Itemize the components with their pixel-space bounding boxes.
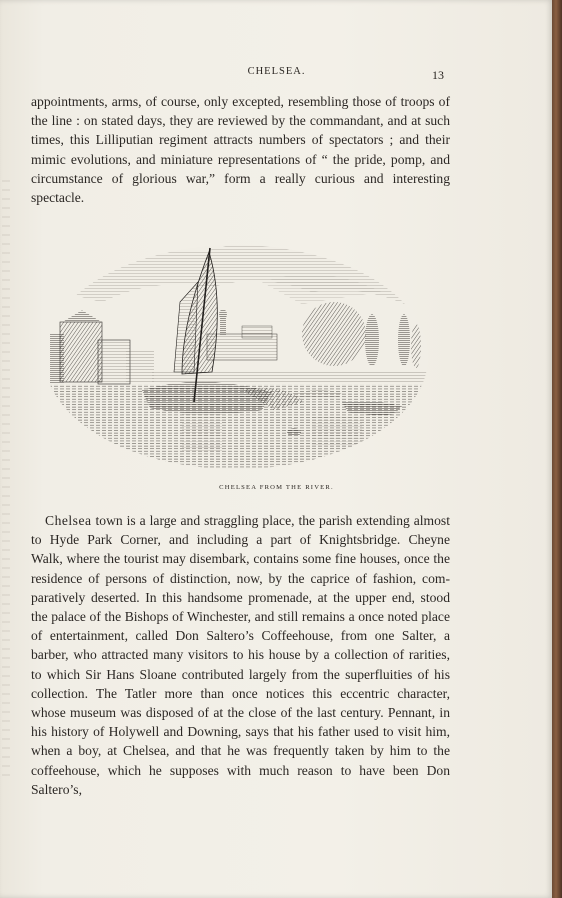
show-through-marks [2,180,10,780]
text-line-first [31,511,450,530]
text-line: barber, who attracted many visitors to his house by a collection of rarities, [31,647,450,663]
text-line: residence of persons of distinction, now, by the caprice of fashion, com- [31,570,450,586]
text-line: appointments, arms, of course, only excepted, resembling those of troops of [31,94,450,109]
text-line: the palace of the Bishops of Winchester, and still remains a once noted place [31,609,450,625]
paragraph-top [31,92,450,207]
text-line: coffeehouse, which he supposes with much reason to have been Don Saltero’s, [31,762,450,797]
lead-word: Chelsea [45,513,92,528]
text-line: mimic evolutions, and miniature representations of “ the pride, pomp, and [31,151,450,167]
text-line: Walk, where the tourist may disembark, contains some fine houses, once the [31,551,450,567]
text-line: spectacle. [31,190,85,206]
text-line: of entertainment, called Don Saltero’s Coffeehouse, from one Salter, a [31,628,450,644]
engraving-illustration [42,222,430,472]
text-line: his history of Holywell and Downing, says that his father used to visit him, [31,724,450,740]
text-line: to Hyde Park Corner, and including a part of Knightsbridge. Cheyne [31,532,450,548]
text-line: to which Sir Hans Sloane contributed largely from the superfluities of his [31,666,450,682]
text-line: the line : on stated days, they are reviewed by the commandant, and at such [31,113,450,129]
text-line: circumstance of glorious war,” form a really curious and interesting [31,170,450,186]
text-line: paratively deserted. In this handsome promenade, at the upper end, stood [31,589,450,605]
paragraph-chelsea [31,511,450,799]
text-line: collection. The Tatler more than once notices this eccentric character, [31,685,450,701]
book-binding-edge [552,0,562,898]
text-line: whose museum was disposed of at the close of the last century. Pennant, in [31,705,450,721]
text-line: times, this Lilliputian regiment attracts numbers of spectators ; and their [31,132,450,148]
running-head: CHELSEA. [247,66,306,77]
text-line: when a boy, at Chelsea, and that he was frequently taken by him to the [31,743,450,759]
illustration-caption: CHELSEA FROM THE RIVER. [219,484,334,491]
page-number: 13 [432,68,444,82]
text-line-rest: town is a large and straggling place, the parish extending almost [91,513,450,528]
